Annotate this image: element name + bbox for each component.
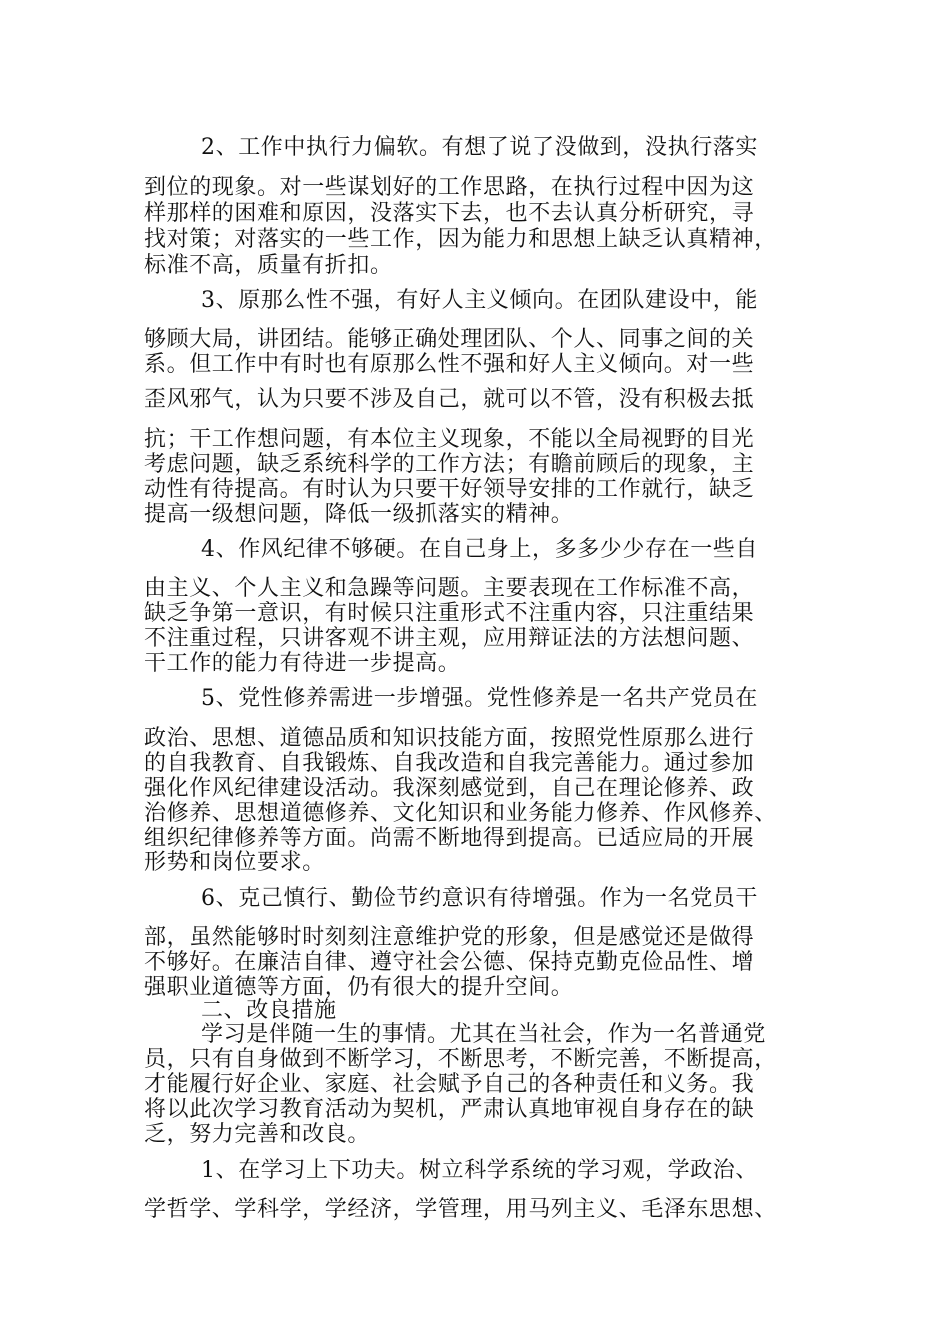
text-line: 政治、思想、道德品质和知识技能方面，按照党性原那么进行	[144, 726, 755, 751]
text-line: 样那样的困难和原因，没落实下去，也不去认真分析研究，寻	[144, 201, 755, 226]
text-line: 不注重过程，只讲客观不讲主观，应用辩证法的方法想问题、	[144, 626, 755, 651]
text-line: 抗；干工作想问题，有本位主义现象，不能以全局视野的目光	[144, 427, 755, 452]
text-line: 4、作风纪律不够硬。在自己身上，多多少少存在一些自	[201, 537, 758, 562]
text-line: 强职业道德等方面，仍有很大的提升空间。	[144, 975, 574, 1000]
text-line: 1、在学习上下功夫。树立科学系统的学习观，学政治、	[201, 1158, 758, 1183]
text-line: 动性有待提高。有时认为只要干好领导安排的工作就行，缺乏	[144, 477, 755, 502]
text-line: 员，只有自身做到不断学习，不断思考，不断完善，不断提高，	[144, 1047, 777, 1072]
text-line: 强化作风纪律建设活动。我深刻感觉到，自己在理论修养、政	[144, 776, 755, 801]
text-line: 系。但工作中有时也有原那么性不强和好人主义倾向。对一些	[144, 352, 755, 377]
text-line: 6、克己慎行、勤俭节约意识有待增强。作为一名党员干	[201, 886, 758, 911]
text-line: 的自我教育、自我锻炼、自我改造和自我完善能力。通过参加	[144, 751, 755, 776]
text-line: 缺乏争第一意识，有时候只注重形式不注重内容，只注重结果	[144, 601, 755, 626]
text-line: 才能履行好企业、家庭、社会赋予自己的各种责任和义务。我	[144, 1072, 755, 1097]
text-line: 5、党性修养需进一步增强。党性修养是一名共产党员在	[201, 686, 758, 711]
text-line: 组织纪律修养等方面。尚需不断地得到提高。已适应局的开展	[144, 826, 755, 851]
text-line: 标准不高，质量有折扣。	[144, 253, 393, 278]
text-line: 考虑问题，缺乏系统科学的工作方法；有瞻前顾后的现象，主	[144, 452, 755, 477]
text-line: 找对策；对落实的一些工作，因为能力和思想上缺乏认真精神，	[144, 227, 777, 252]
text-line: 将以此次学习教育活动为契机，严肃认真地审视自身存在的缺	[144, 1097, 755, 1122]
text-line: 3、原那么性不强，有好人主义倾向。在团队建设中，能	[201, 288, 758, 313]
text-line: 学哲学、学科学，学经济，学管理，用马列主义、毛泽东思想、	[144, 1197, 777, 1222]
text-line: 2、工作中执行力偏软。有想了说了没做到，没执行落实	[201, 135, 758, 160]
text-line: 形势和岗位要求。	[144, 850, 325, 875]
text-line: 提高一级想问题，降低一级抓落实的精神。	[144, 502, 574, 527]
section-heading: 二、改良措施	[201, 998, 337, 1023]
text-line: 到位的现象。对一些谋划好的工作思路，在执行过程中因为这	[144, 175, 755, 200]
text-line: 歪风邪气，认为只要不涉及自己，就可以不管，没有积极去抵	[144, 387, 755, 412]
text-line: 干工作的能力有待进一步提高。	[144, 651, 461, 676]
text-line: 部，虽然能够时时刻刻注意维护党的形象，但是感觉还是做得	[144, 925, 755, 950]
text-line: 由主义、个人主义和急躁等问题。主要表现在工作标准不高，	[144, 576, 755, 601]
text-line: 够顾大局，讲团结。能够正确处理团队、个人、同事之间的关	[144, 327, 755, 352]
text-line: 不够好。在廉洁自律、遵守社会公德、保持克勤克俭品性、增	[144, 950, 755, 975]
text-line: 治修养、思想道德修养、文化知识和业务能力修养、作风修养、	[144, 801, 777, 826]
text-line: 乏，努力完善和改良。	[144, 1122, 371, 1147]
text-line: 学习是伴随一生的事情。尤其在当社会，作为一名普通党	[201, 1022, 767, 1047]
